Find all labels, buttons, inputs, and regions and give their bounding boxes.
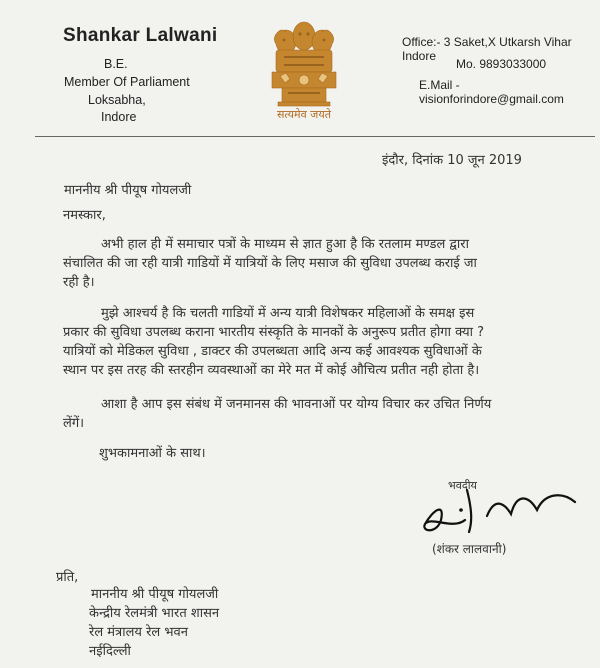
paragraph-1-line: रही है। [63, 275, 95, 290]
recipient-line: केन्द्रीय रेलमंत्री भारत शासन [89, 606, 220, 621]
paragraph-2-line: प्रकार की सुविधा उपलब्ध कराना भारतीय संस्कृति के मानकों के अनुरूप प्रतीत होगा क्या ? [63, 325, 485, 340]
paragraph-3 [63, 395, 538, 433]
sender-name: Shankar Lalwani [63, 25, 218, 46]
paragraph-2-line: मुझे आश्चर्य है कि चलती गाडियों में अन्य यात्री विशेषकर महिलाओं के समक्ष इस [101, 306, 475, 321]
mobile-number: Mo. 9893033000 [456, 57, 547, 71]
addressee-line: माननीय श्री पीयूष गोयलजी [64, 183, 192, 198]
sender-city: Indore [101, 110, 137, 124]
recipient-line: रेल मंत्रालय रेल भवन [89, 625, 188, 640]
paragraph-3-line: आशा है आप इस संबंध में जनमानस की भावनाओं पर योग्य विचार कर उचित निर्णय [101, 397, 492, 412]
paragraph-2-line: यात्रियों को मेडिकल सुविधा , डाक्टर की उपलब्धता आदि अन्य कई आवश्यक सुविधाओं के [63, 344, 482, 359]
sender-degree: B.E. [104, 57, 128, 71]
recipient-line: माननीय श्री पीयूष गोयलजी [91, 587, 219, 602]
paragraph-1-line: संचालित की जा रही यात्री गाडियों में यात्रियों के लिए मसाज की सुविधा उपलब्ध कराई जा [63, 256, 477, 271]
paragraph-3-line: लेंगें। [63, 416, 85, 431]
paragraph-1-line: अभी हाल ही में समाचार पत्रों के माध्यम से ज्ञात हुआ है कि रतलाम मण्डल द्वारा [101, 237, 469, 252]
sender-designation: Member Of Parliament [64, 75, 190, 89]
to-label: प्रति, [56, 570, 79, 585]
office-address: Office:- 3 Saket,X Utkarsh Vihar Indore [402, 35, 572, 63]
greeting: नमस्कार, [63, 208, 106, 223]
place-date: इंदौर, दिनांक 10 जून 2019 [382, 153, 522, 168]
sender-house: Loksabha, [88, 93, 146, 107]
handwritten-signature [405, 480, 585, 540]
letterhead-divider [35, 136, 595, 137]
recipient-line: नईदिल्ली [89, 644, 131, 659]
email-address: E.Mail -visionforindore@gmail.com [419, 78, 564, 106]
paragraph-2-line: स्थान पर इस तरह की स्तरहीन व्यवस्थाओं का मेरे मत में कोई औचित्य प्रतीत नही होता है। [63, 363, 480, 378]
emblem-motto: सत्यमेव जयते [276, 108, 331, 121]
paragraph-2 [63, 304, 538, 380]
yours-faithfully: भवदीय [448, 479, 477, 492]
closing: शुभकामनाओं के साथ। [99, 446, 206, 461]
signatory-name: (शंकर लालवानी) [432, 542, 507, 556]
paragraph-1 [63, 235, 538, 292]
